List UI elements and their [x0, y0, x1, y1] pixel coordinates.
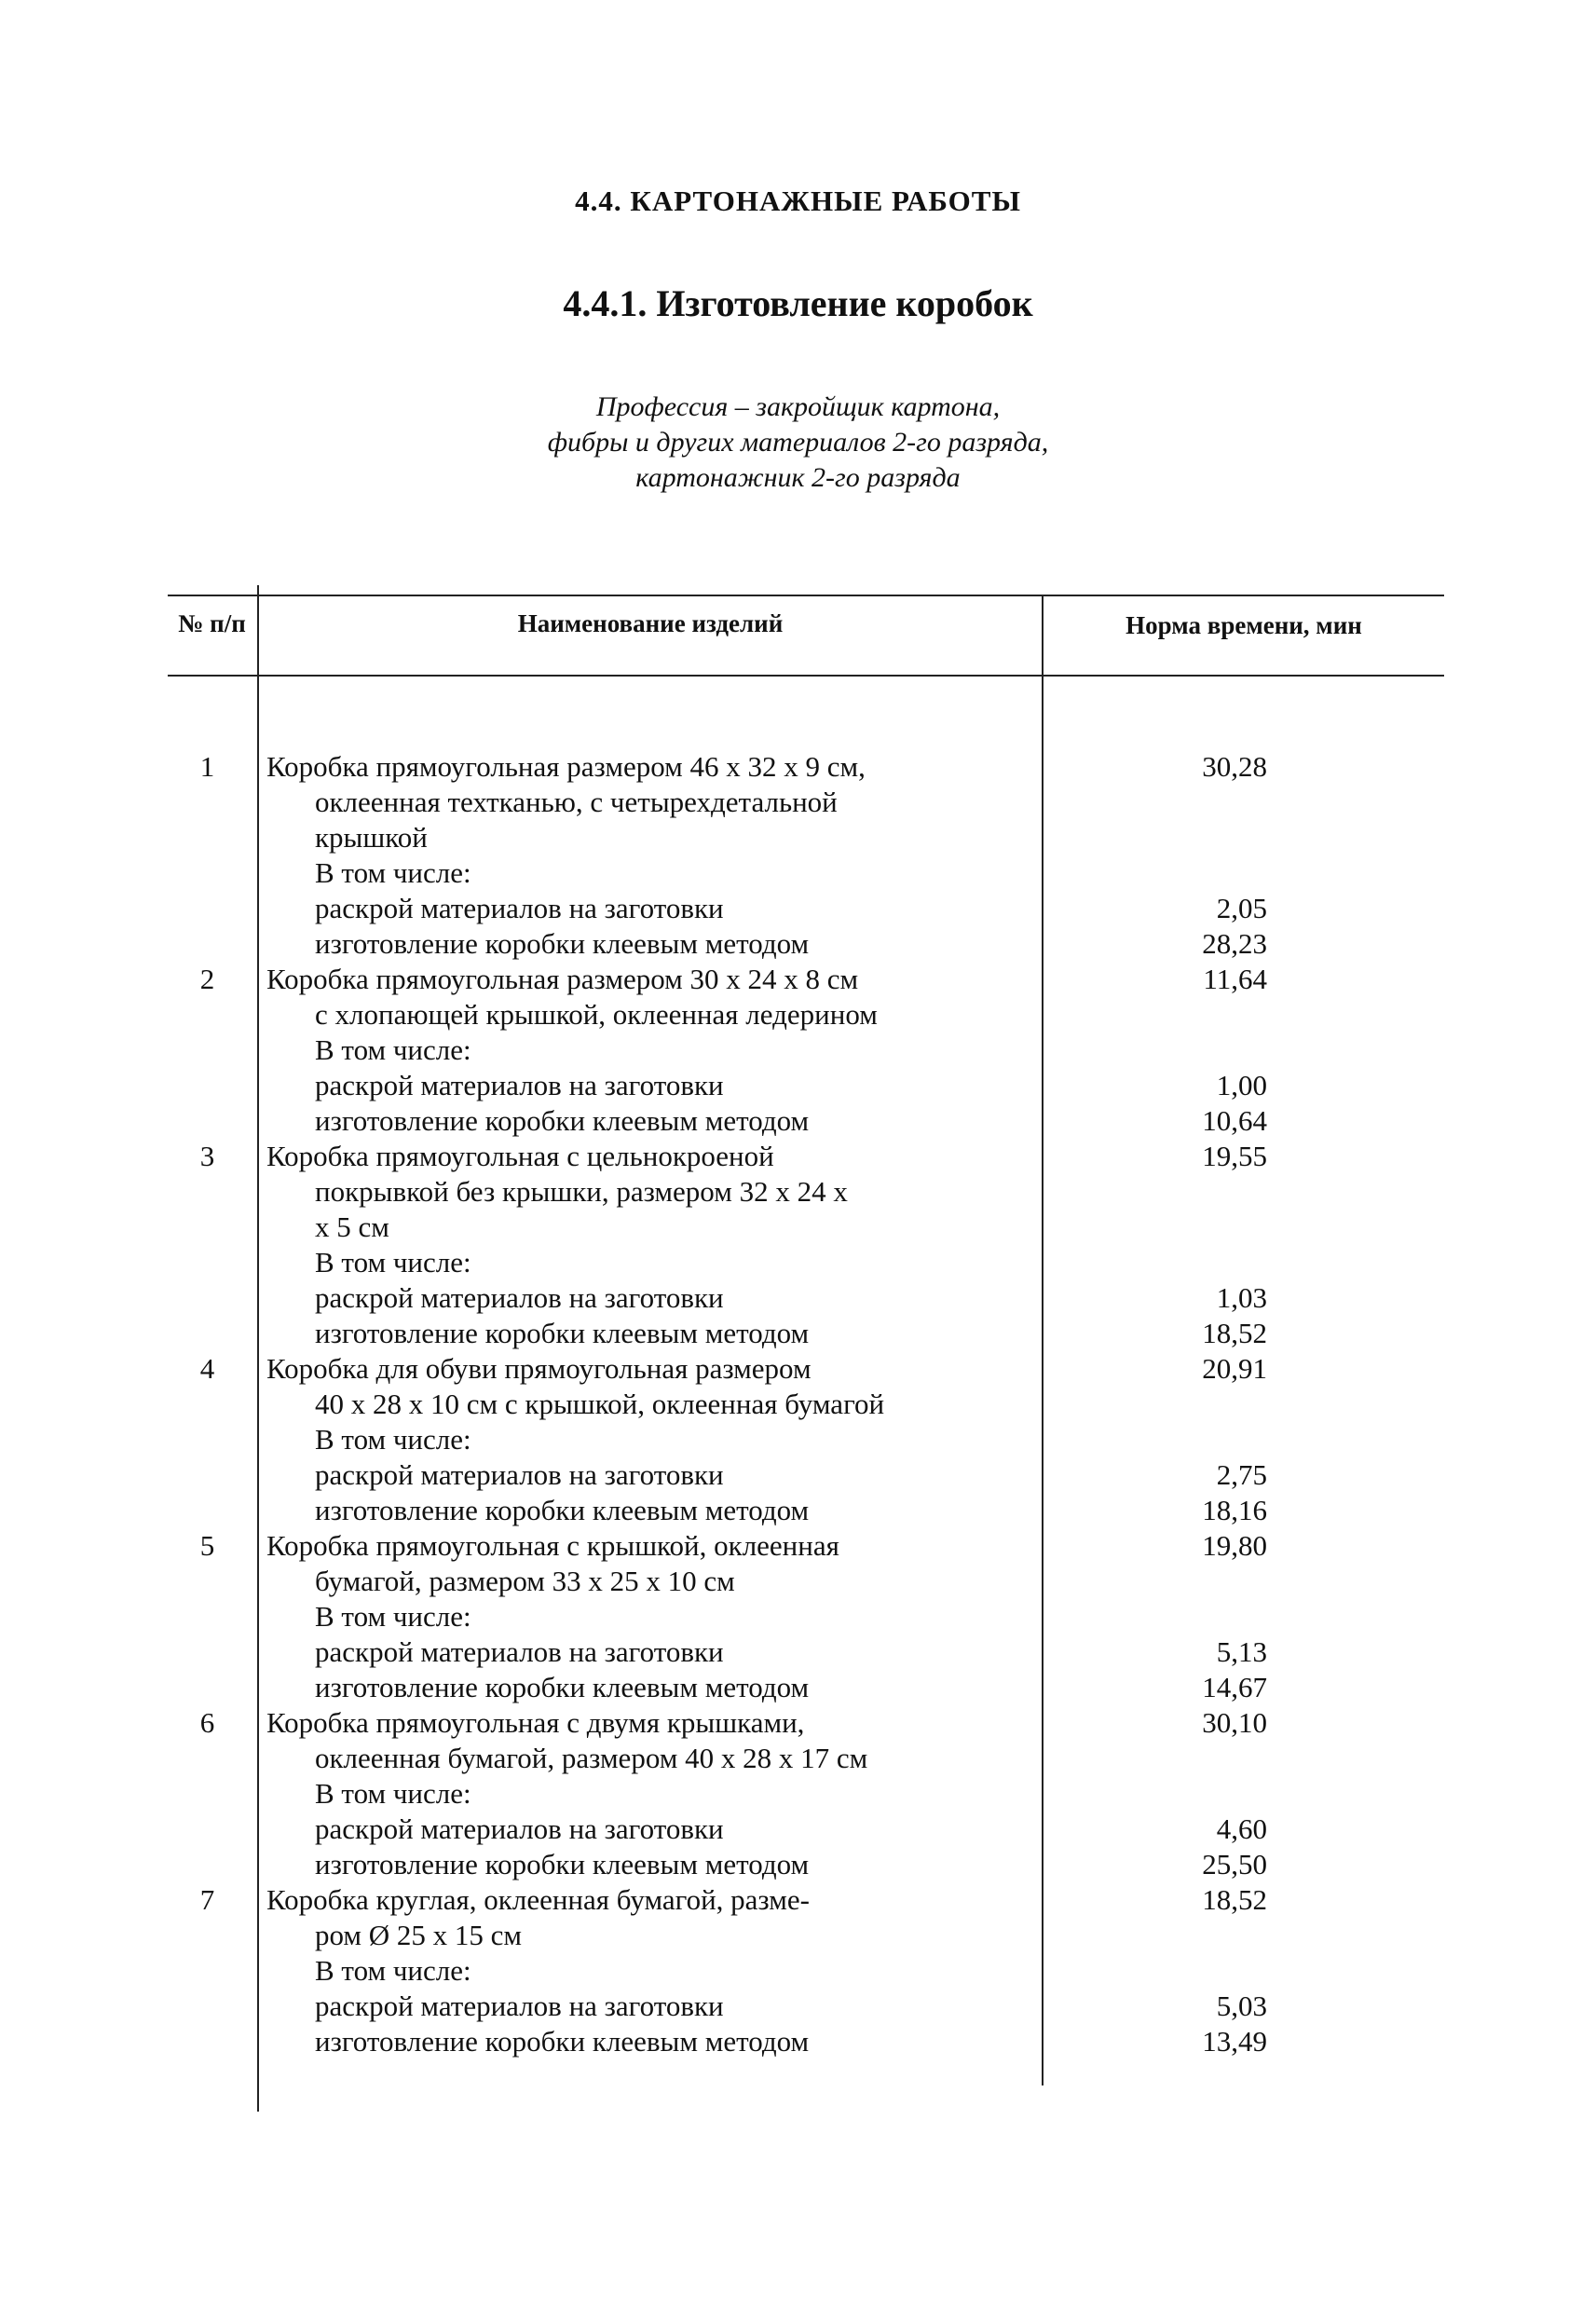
profession-line: фибры и других материалов 2-го разряда, [547, 427, 1049, 458]
item-name: Коробка прямоугольная размером 30 х 24 х 8 см [266, 963, 859, 995]
profession-note [0, 390, 1596, 496]
time-norm-value: 25,50 [1202, 1848, 1267, 1880]
item-detail: В том числе: [315, 1777, 471, 1810]
section-title: 4.4. КАРТОНАЖНЫЕ РАБОТЫ [575, 185, 1021, 217]
item-detail: бумагой, размером 33 х 25 х 10 см [315, 1565, 735, 1597]
item-detail: В том числе: [315, 1423, 471, 1456]
time-norm-value: 10,64 [1202, 1104, 1267, 1137]
item-detail: х 5 см [315, 1210, 389, 1243]
time-norm-value: 14,67 [1202, 1671, 1267, 1703]
item-detail: раскрой материалов на заготовки [315, 1458, 724, 1491]
time-norm-value: 18,16 [1202, 1494, 1267, 1526]
item-detail: 40 х 28 х 10 см с крышкой, оклеенная бумагой [315, 1388, 885, 1420]
time-norm-value: 30,28 [1202, 750, 1267, 783]
time-norm-value: 5,03 [1216, 1990, 1267, 2022]
column-divider-number [257, 585, 259, 2112]
item-detail: раскрой материалов на заготовки [315, 1281, 724, 1314]
profession-line: картонажник 2-го разряда [635, 462, 961, 493]
item-detail: раскрой материалов на заготовки [315, 892, 724, 924]
time-norm-value: 13,49 [1202, 2025, 1267, 2058]
item-detail: В том числе: [315, 1033, 471, 1066]
item-detail: крышкой [315, 821, 428, 854]
row-number: 3 [199, 1140, 215, 1172]
subsection-title: 4.4.1. Изготовление коробок [563, 282, 1033, 324]
item-detail: изготовление коробки клеевым методом [315, 2025, 810, 2058]
row-number: 7 [199, 1883, 215, 1916]
time-norm-value: 4,60 [1216, 1812, 1267, 1845]
table-header-rule [168, 675, 1444, 677]
item-name: Коробка прямоугольная с цельнокроеной [266, 1140, 774, 1172]
time-norm-value: 19,55 [1202, 1140, 1267, 1172]
header-norm: Норма времени, мин [1125, 611, 1362, 639]
time-norm-value: 11,64 [1203, 963, 1267, 995]
item-name: Коробка прямоугольная с двумя крышками, [266, 1706, 805, 1739]
time-norm-value: 18,52 [1202, 1317, 1267, 1349]
item-detail: изготовление коробки клеевым методом [315, 1317, 810, 1349]
item-name: Коробка для обуви прямоугольная размером [266, 1352, 812, 1385]
item-detail: В том числе: [315, 856, 471, 889]
item-name: Коробка прямоугольная размером 46 х 32 х 9 см, [266, 750, 866, 783]
row-number: 5 [199, 1529, 215, 1562]
row-number: 6 [199, 1706, 215, 1739]
item-detail: изготовление коробки клеевым методом [315, 1848, 810, 1880]
item-detail: изготовление коробки клеевым методом [315, 1104, 810, 1137]
item-detail: изготовление коробки клеевым методом [315, 927, 810, 960]
row-number: 4 [199, 1352, 215, 1385]
time-norm-value: 2,75 [1216, 1458, 1267, 1491]
time-norm-value: 18,52 [1202, 1883, 1267, 1916]
item-detail: с хлопающей крышкой, оклеенная ледерином [315, 998, 878, 1031]
row-number: 2 [199, 963, 215, 995]
item-detail: оклеенная бумагой, размером 40 х 28 х 17 см [315, 1742, 868, 1774]
time-norm-value: 19,80 [1202, 1529, 1267, 1562]
item-detail: В том числе: [315, 1246, 471, 1279]
header-name: Наименование изделий [517, 609, 784, 637]
time-norm-value: 1,03 [1216, 1281, 1267, 1314]
item-name: Коробка круглая, оклеенная бумагой, разме- [266, 1883, 810, 1916]
header-number: № п/п [178, 609, 246, 637]
item-detail: покрывкой без крышки, размером 32 х 24 х [315, 1175, 848, 1208]
item-detail: изготовление коробки клеевым методом [315, 1671, 810, 1703]
row-number: 1 [199, 750, 215, 783]
item-detail: В том числе: [315, 1954, 471, 1987]
item-detail: оклеенная техтканью, с четырехдетальной [315, 786, 838, 818]
item-detail: раскрой материалов на заготовки [315, 1812, 724, 1845]
profession-line: Профессия – закройщик картона, [595, 391, 1001, 422]
time-norm-value: 20,91 [1202, 1352, 1267, 1385]
item-detail: раскрой материалов на заготовки [315, 1069, 724, 1101]
item-detail: изготовление коробки клеевым методом [315, 1494, 810, 1526]
time-norm-value: 28,23 [1202, 927, 1267, 960]
item-detail: раскрой материалов на заготовки [315, 1635, 724, 1668]
item-name: Коробка прямоугольная с крышкой, оклеенная [266, 1529, 839, 1562]
item-detail: раскрой материалов на заготовки [315, 1990, 724, 2022]
time-norm-value: 5,13 [1216, 1635, 1267, 1668]
time-norm-value: 30,10 [1202, 1706, 1267, 1739]
table-top-rule [168, 595, 1444, 596]
time-norm-value: 1,00 [1216, 1069, 1267, 1101]
item-detail: ром Ø 25 х 15 см [315, 1919, 523, 1951]
item-detail: В том числе: [315, 1600, 471, 1633]
time-norm-value: 2,05 [1216, 892, 1267, 924]
